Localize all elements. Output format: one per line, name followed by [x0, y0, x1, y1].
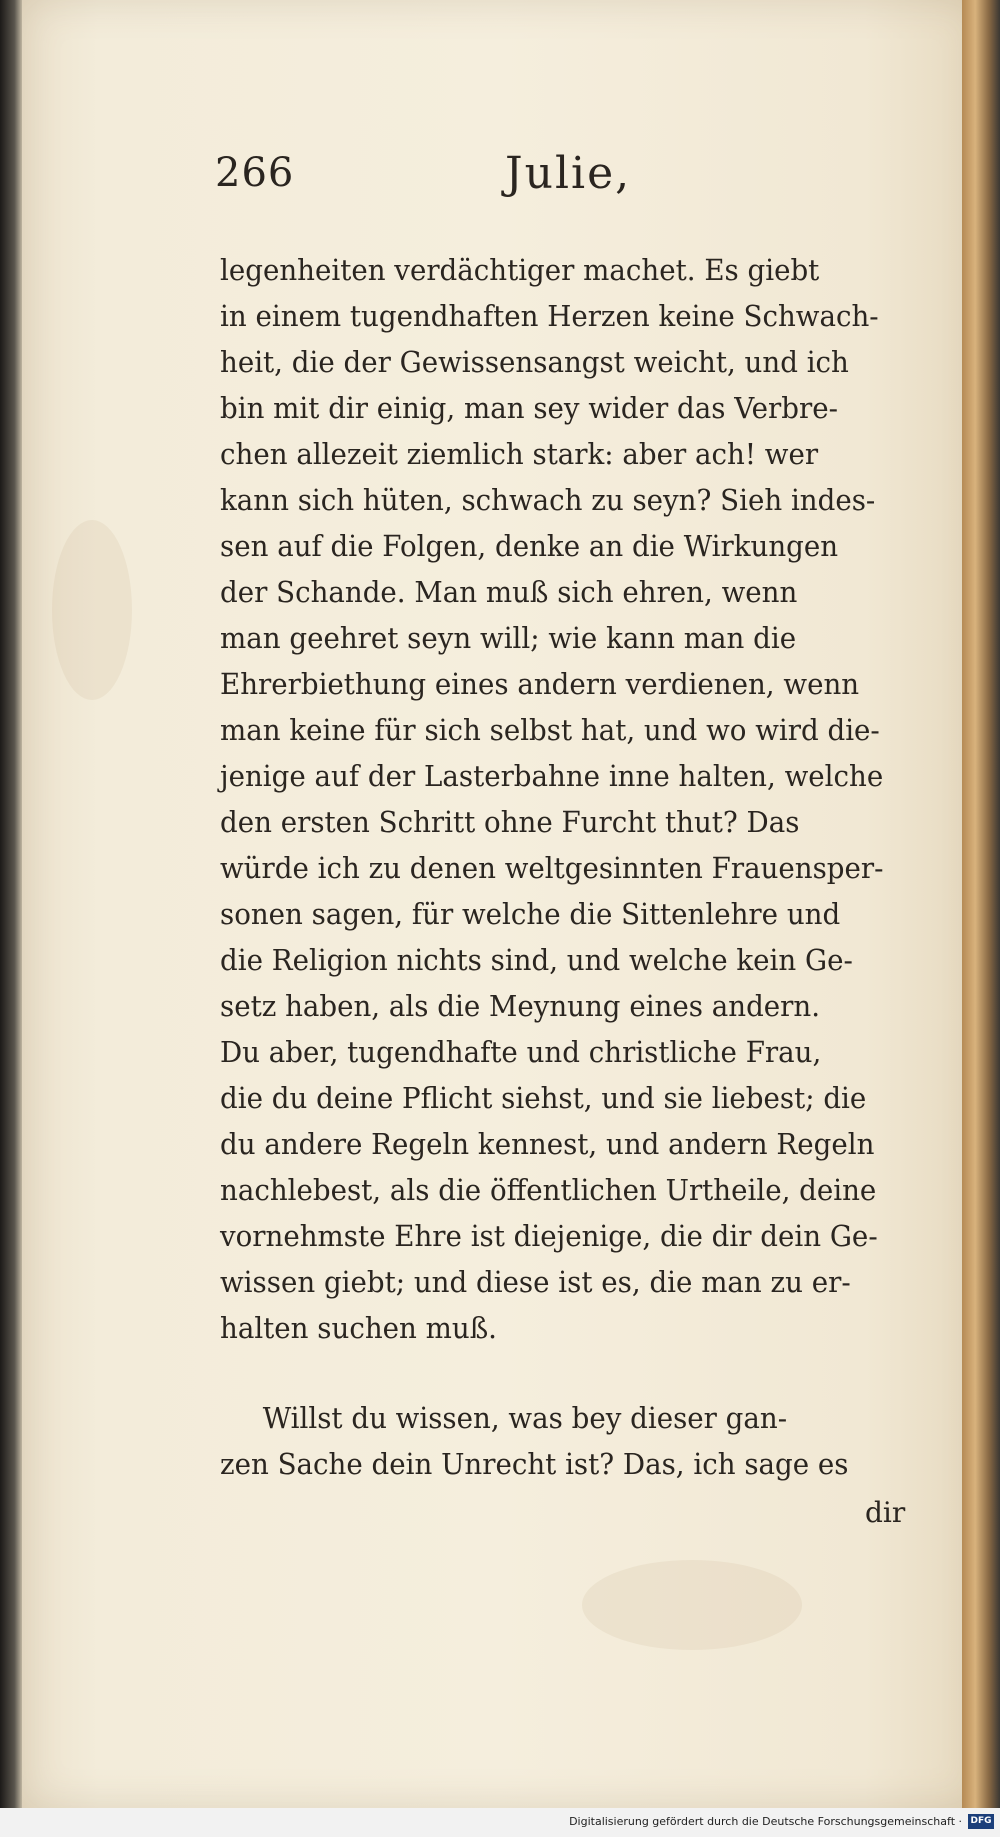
text-line: Du aber, tugendhafte und christliche Frau,: [220, 1036, 822, 1069]
dfg-logo: DFG: [968, 1814, 994, 1829]
text-line: vornehmste Ehre ist diejenige, die dir dein Ge-: [220, 1220, 878, 1253]
running-title: Julie,: [505, 148, 632, 199]
paragraph-gap: [220, 1352, 920, 1396]
catchword: dir: [865, 1496, 906, 1529]
page-header: [215, 150, 915, 210]
text-line: man geehret seyn will; wie kann man die: [220, 622, 797, 655]
text-line: man keine für sich selbst hat, und wo wird die-: [220, 714, 880, 747]
binding-shadow: [0, 0, 24, 1808]
text-line: der Schande. Man muß sich ehren, wenn: [220, 576, 798, 609]
text-line: heit, die der Gewissensangst weicht, und ich: [220, 346, 849, 379]
text-line: du andere Regeln kennest, und andern Regeln: [220, 1128, 875, 1161]
text-line: die Religion nichts sind, und welche kein Ge-: [220, 944, 853, 977]
funding-credit: Digitalisierung gefördert durch die Deutsche Forschungsgemeinschaft ·: [569, 1815, 962, 1828]
text-line: halten suchen muß.: [220, 1312, 497, 1345]
text-line: in einem tugendhaften Herzen keine Schwach-: [220, 300, 879, 333]
text-line: nachlebest, als die öffentlichen Urtheile, deine: [220, 1174, 877, 1207]
text-line: jenige auf der Lasterbahne inne halten, welche: [220, 760, 884, 793]
text-line: würde ich zu denen weltgesinnten Frauensper-: [220, 852, 884, 885]
text-line: Willst du wissen, was bey dieser gan-: [262, 1402, 788, 1435]
text-line: die du deine Pflicht siehst, und sie liebest; die: [220, 1082, 867, 1115]
text-line: Ehrerbiethung eines andern verdienen, wenn: [220, 668, 860, 701]
text-line: sen auf die Folgen, denke an die Wirkungen: [220, 530, 839, 563]
digitization-footer: [0, 1808, 1000, 1837]
text-line: kann sich hüten, schwach zu seyn? Sieh indes-: [220, 484, 876, 517]
text-line: sonen sagen, für welche die Sittenlehre und: [220, 898, 841, 931]
text-line: setz haben, als die Meynung eines andern.: [220, 990, 821, 1023]
paper-stain: [582, 1560, 802, 1650]
text-line: zen Sache dein Unrecht ist? Das, ich sage es: [220, 1448, 849, 1481]
text-line: den ersten Schritt ohne Furcht thut? Das: [220, 806, 800, 839]
page-edge: [962, 0, 1000, 1808]
paper-stain: [52, 520, 132, 700]
text-line: legenheiten verdächtiger machet. Es giebt: [220, 254, 820, 287]
body-text: [220, 248, 920, 1488]
page-number: 266: [215, 150, 295, 196]
text-line: bin mit dir einig, man sey wider das Verbre-: [220, 392, 838, 425]
text-line: chen allezeit ziemlich stark: aber ach! wer: [220, 438, 819, 471]
text-line: wissen giebt; und diese ist es, die man zu er-: [220, 1266, 851, 1299]
